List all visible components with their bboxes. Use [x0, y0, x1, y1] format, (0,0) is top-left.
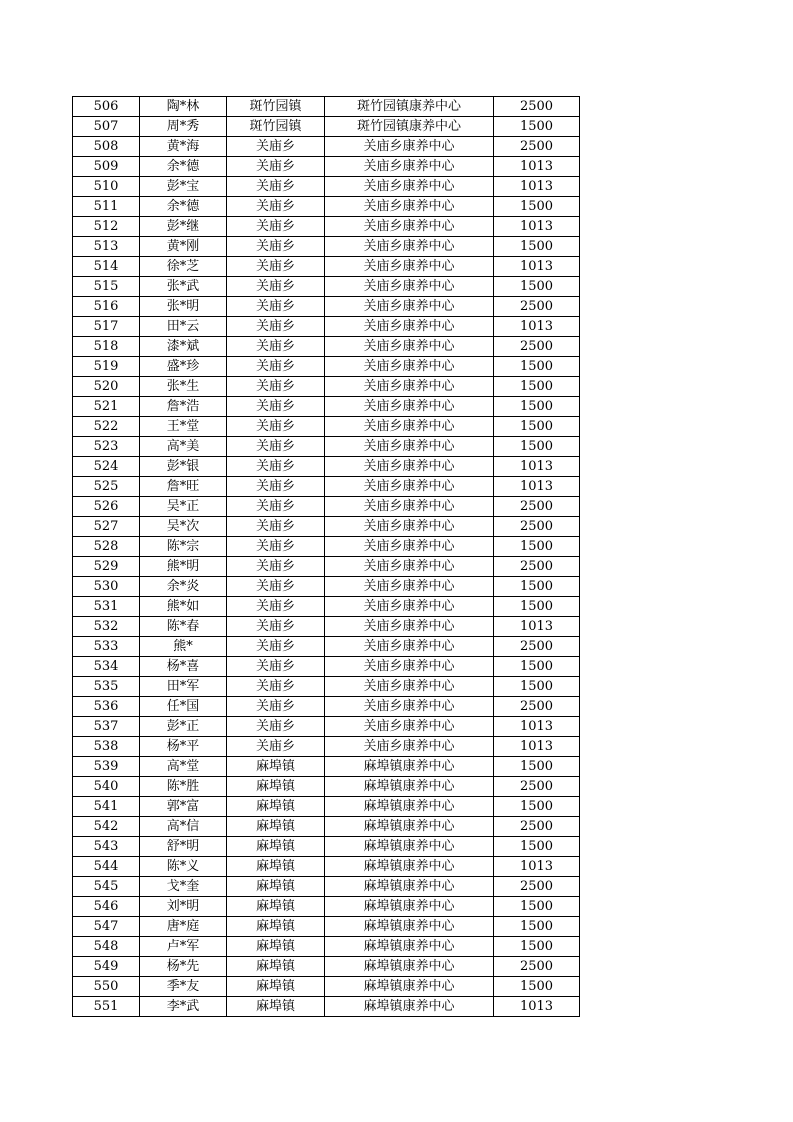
care-center-cell: 关庙乡康养中心: [325, 677, 494, 697]
table-row: [73, 257, 580, 277]
name-cell: 季*友: [140, 977, 227, 997]
amount-cell: 1500: [494, 377, 580, 397]
name-cell: 余*德: [140, 157, 227, 177]
amount-cell: 1500: [494, 937, 580, 957]
care-center-cell: 关庙乡康养中心: [325, 257, 494, 277]
row-number-cell: 537: [73, 717, 140, 737]
township-cell: 斑竹园镇: [227, 97, 325, 117]
township-cell: 关庙乡: [227, 317, 325, 337]
care-center-cell: 关庙乡康养中心: [325, 177, 494, 197]
amount-cell: 1013: [494, 457, 580, 477]
row-number-cell: 514: [73, 257, 140, 277]
care-center-cell: 关庙乡康养中心: [325, 517, 494, 537]
row-number-cell: 518: [73, 337, 140, 357]
township-cell: 关庙乡: [227, 637, 325, 657]
row-number-cell: 525: [73, 477, 140, 497]
name-cell: 杨*先: [140, 957, 227, 977]
table-row: [73, 337, 580, 357]
row-number-cell: 550: [73, 977, 140, 997]
amount-cell: 2500: [494, 297, 580, 317]
township-cell: 麻埠镇: [227, 917, 325, 937]
care-center-cell: 麻埠镇康养中心: [325, 917, 494, 937]
name-cell: 张*明: [140, 297, 227, 317]
name-cell: 熊*: [140, 637, 227, 657]
row-number-cell: 536: [73, 697, 140, 717]
care-center-cell: 关庙乡康养中心: [325, 377, 494, 397]
row-number-cell: 539: [73, 757, 140, 777]
amount-cell: 1500: [494, 417, 580, 437]
township-cell: 关庙乡: [227, 397, 325, 417]
table-row: [73, 697, 580, 717]
care-center-cell: 麻埠镇康养中心: [325, 817, 494, 837]
row-number-cell: 545: [73, 877, 140, 897]
amount-cell: 2500: [494, 957, 580, 977]
table-row: [73, 737, 580, 757]
table-row: [73, 177, 580, 197]
amount-cell: 1500: [494, 117, 580, 137]
amount-cell: 2500: [494, 97, 580, 117]
row-number-cell: 517: [73, 317, 140, 337]
row-number-cell: 529: [73, 557, 140, 577]
table-row: [73, 757, 580, 777]
amount-cell: 1500: [494, 357, 580, 377]
township-cell: 关庙乡: [227, 557, 325, 577]
row-number-cell: 522: [73, 417, 140, 437]
township-cell: 关庙乡: [227, 537, 325, 557]
table-row: [73, 157, 580, 177]
care-center-cell: 关庙乡康养中心: [325, 457, 494, 477]
table-row: [73, 837, 580, 857]
name-cell: 吴*次: [140, 517, 227, 537]
row-number-cell: 516: [73, 297, 140, 317]
table-row: [73, 637, 580, 657]
name-cell: 戈*奎: [140, 877, 227, 897]
table-row: [73, 617, 580, 637]
name-cell: 唐*庭: [140, 917, 227, 937]
amount-cell: 2500: [494, 877, 580, 897]
township-cell: 麻埠镇: [227, 777, 325, 797]
table-row: [73, 377, 580, 397]
care-center-cell: 关庙乡康养中心: [325, 617, 494, 637]
amount-cell: 2500: [494, 637, 580, 657]
care-center-cell: 关庙乡康养中心: [325, 637, 494, 657]
care-center-cell: 麻埠镇康养中心: [325, 977, 494, 997]
amount-cell: 1500: [494, 537, 580, 557]
row-number-cell: 507: [73, 117, 140, 137]
care-center-cell: 关庙乡康养中心: [325, 337, 494, 357]
name-cell: 彭*宝: [140, 177, 227, 197]
table-row: [73, 797, 580, 817]
table-row: [73, 297, 580, 317]
amount-cell: 2500: [494, 817, 580, 837]
township-cell: 麻埠镇: [227, 997, 325, 1017]
name-cell: 王*堂: [140, 417, 227, 437]
row-number-cell: 526: [73, 497, 140, 517]
care-center-cell: 关庙乡康养中心: [325, 437, 494, 457]
row-number-cell: 532: [73, 617, 140, 637]
row-number-cell: 538: [73, 737, 140, 757]
township-cell: 麻埠镇: [227, 817, 325, 837]
table-row: [73, 657, 580, 677]
care-center-cell: 关庙乡康养中心: [325, 697, 494, 717]
township-cell: 关庙乡: [227, 437, 325, 457]
amount-cell: 1013: [494, 857, 580, 877]
township-cell: 关庙乡: [227, 717, 325, 737]
amount-cell: 1500: [494, 677, 580, 697]
row-number-cell: 510: [73, 177, 140, 197]
care-center-cell: 麻埠镇康养中心: [325, 837, 494, 857]
township-cell: 关庙乡: [227, 197, 325, 217]
name-cell: 吴*正: [140, 497, 227, 517]
row-number-cell: 509: [73, 157, 140, 177]
amount-cell: 2500: [494, 517, 580, 537]
row-number-cell: 534: [73, 657, 140, 677]
care-center-cell: 麻埠镇康养中心: [325, 997, 494, 1017]
amount-cell: 2500: [494, 337, 580, 357]
name-cell: 杨*喜: [140, 657, 227, 677]
care-center-cell: 麻埠镇康养中心: [325, 897, 494, 917]
name-cell: 漆*斌: [140, 337, 227, 357]
care-center-cell: 关庙乡康养中心: [325, 577, 494, 597]
township-cell: 关庙乡: [227, 577, 325, 597]
township-cell: 关庙乡: [227, 377, 325, 397]
amount-cell: 1013: [494, 737, 580, 757]
township-cell: 关庙乡: [227, 157, 325, 177]
amount-cell: 1500: [494, 657, 580, 677]
care-center-cell: 麻埠镇康养中心: [325, 877, 494, 897]
amount-cell: 1013: [494, 717, 580, 737]
amount-cell: 2500: [494, 557, 580, 577]
township-cell: 关庙乡: [227, 697, 325, 717]
amount-cell: 1500: [494, 897, 580, 917]
row-number-cell: 543: [73, 837, 140, 857]
township-cell: 关庙乡: [227, 137, 325, 157]
row-number-cell: 521: [73, 397, 140, 417]
name-cell: 陈*义: [140, 857, 227, 877]
amount-cell: 1500: [494, 977, 580, 997]
care-center-cell: 关庙乡康养中心: [325, 657, 494, 677]
township-cell: 关庙乡: [227, 617, 325, 637]
name-cell: 高*美: [140, 437, 227, 457]
care-center-cell: 关庙乡康养中心: [325, 137, 494, 157]
table-row: [73, 597, 580, 617]
row-number-cell: 511: [73, 197, 140, 217]
amount-cell: 1500: [494, 197, 580, 217]
care-center-cell: 麻埠镇康养中心: [325, 777, 494, 797]
row-number-cell: 549: [73, 957, 140, 977]
township-cell: 关庙乡: [227, 657, 325, 677]
care-center-cell: 麻埠镇康养中心: [325, 937, 494, 957]
table-row: [73, 517, 580, 537]
care-center-cell: 关庙乡康养中心: [325, 297, 494, 317]
table-row: [73, 537, 580, 557]
amount-cell: 1500: [494, 577, 580, 597]
township-cell: 关庙乡: [227, 737, 325, 757]
row-number-cell: 546: [73, 897, 140, 917]
care-center-cell: 关庙乡康养中心: [325, 197, 494, 217]
row-number-cell: 519: [73, 357, 140, 377]
table-row: [73, 197, 580, 217]
name-cell: 周*秀: [140, 117, 227, 137]
name-cell: 郭*富: [140, 797, 227, 817]
row-number-cell: 542: [73, 817, 140, 837]
care-center-cell: 关庙乡康养中心: [325, 217, 494, 237]
table-row: [73, 817, 580, 837]
table-row: [73, 137, 580, 157]
care-center-cell: 关庙乡康养中心: [325, 597, 494, 617]
amount-cell: 1500: [494, 237, 580, 257]
care-center-cell: 斑竹园镇康养中心: [325, 97, 494, 117]
row-number-cell: 541: [73, 797, 140, 817]
name-cell: 任*国: [140, 697, 227, 717]
row-number-cell: 515: [73, 277, 140, 297]
amount-cell: 2500: [494, 777, 580, 797]
row-number-cell: 506: [73, 97, 140, 117]
township-cell: 关庙乡: [227, 357, 325, 377]
care-center-cell: 关庙乡康养中心: [325, 537, 494, 557]
row-number-cell: 548: [73, 937, 140, 957]
township-cell: 麻埠镇: [227, 837, 325, 857]
township-cell: 麻埠镇: [227, 977, 325, 997]
table-row: [73, 477, 580, 497]
amount-cell: 1500: [494, 797, 580, 817]
name-cell: 陈*胜: [140, 777, 227, 797]
table-row: [73, 957, 580, 977]
township-cell: 关庙乡: [227, 337, 325, 357]
table-row: [73, 577, 580, 597]
table-row: [73, 417, 580, 437]
table-row: [73, 437, 580, 457]
amount-cell: 1500: [494, 837, 580, 857]
township-cell: 关庙乡: [227, 597, 325, 617]
table-row: [73, 217, 580, 237]
table-row: [73, 777, 580, 797]
amount-cell: 1013: [494, 617, 580, 637]
table-row: [73, 917, 580, 937]
name-cell: 熊*如: [140, 597, 227, 617]
name-cell: 田*军: [140, 677, 227, 697]
row-number-cell: 547: [73, 917, 140, 937]
amount-cell: 1013: [494, 257, 580, 277]
row-number-cell: 531: [73, 597, 140, 617]
care-center-cell: 关庙乡康养中心: [325, 357, 494, 377]
table-row: [73, 857, 580, 877]
row-number-cell: 523: [73, 437, 140, 457]
table-row: [73, 317, 580, 337]
table-row: [73, 977, 580, 997]
row-number-cell: 508: [73, 137, 140, 157]
name-cell: 詹*浩: [140, 397, 227, 417]
name-cell: 彭*银: [140, 457, 227, 477]
name-cell: 熊*明: [140, 557, 227, 577]
name-cell: 彭*正: [140, 717, 227, 737]
name-cell: 高*信: [140, 817, 227, 837]
row-number-cell: 520: [73, 377, 140, 397]
amount-cell: 1013: [494, 317, 580, 337]
amount-cell: 1500: [494, 437, 580, 457]
care-center-cell: 关庙乡康养中心: [325, 497, 494, 517]
table-row: [73, 897, 580, 917]
name-cell: 盛*珍: [140, 357, 227, 377]
township-cell: 关庙乡: [227, 417, 325, 437]
care-center-cell: 麻埠镇康养中心: [325, 797, 494, 817]
name-cell: 卢*军: [140, 937, 227, 957]
care-center-cell: 关庙乡康养中心: [325, 397, 494, 417]
name-cell: 徐*芝: [140, 257, 227, 277]
row-number-cell: 527: [73, 517, 140, 537]
row-number-cell: 535: [73, 677, 140, 697]
township-cell: 关庙乡: [227, 457, 325, 477]
name-cell: 刘*明: [140, 897, 227, 917]
row-number-cell: 551: [73, 997, 140, 1017]
amount-cell: 1500: [494, 917, 580, 937]
table-row: [73, 557, 580, 577]
row-number-cell: 544: [73, 857, 140, 877]
township-cell: 关庙乡: [227, 277, 325, 297]
township-cell: 关庙乡: [227, 237, 325, 257]
name-cell: 张*武: [140, 277, 227, 297]
amount-cell: 1013: [494, 217, 580, 237]
care-center-cell: 麻埠镇康养中心: [325, 957, 494, 977]
amount-cell: 1013: [494, 177, 580, 197]
table-row: [73, 117, 580, 137]
township-cell: 麻埠镇: [227, 797, 325, 817]
care-center-cell: 关庙乡康养中心: [325, 417, 494, 437]
table-row: [73, 277, 580, 297]
township-cell: 关庙乡: [227, 297, 325, 317]
amount-cell: 2500: [494, 497, 580, 517]
care-center-cell: 关庙乡康养中心: [325, 317, 494, 337]
township-cell: 关庙乡: [227, 217, 325, 237]
care-center-cell: 关庙乡康养中心: [325, 557, 494, 577]
name-cell: 詹*旺: [140, 477, 227, 497]
table-row: [73, 717, 580, 737]
amount-cell: 1500: [494, 397, 580, 417]
care-center-cell: 麻埠镇康养中心: [325, 757, 494, 777]
table-row: [73, 677, 580, 697]
name-cell: 余*炎: [140, 577, 227, 597]
name-cell: 田*云: [140, 317, 227, 337]
township-cell: 关庙乡: [227, 497, 325, 517]
name-cell: 张*生: [140, 377, 227, 397]
table-row: [73, 997, 580, 1017]
amount-cell: 1013: [494, 157, 580, 177]
table-row: [73, 497, 580, 517]
care-center-cell: 关庙乡康养中心: [325, 717, 494, 737]
care-center-cell: 关庙乡康养中心: [325, 237, 494, 257]
name-cell: 杨*平: [140, 737, 227, 757]
township-cell: 关庙乡: [227, 177, 325, 197]
township-cell: 关庙乡: [227, 517, 325, 537]
amount-cell: 1500: [494, 597, 580, 617]
roster-table: [72, 96, 580, 1017]
township-cell: 麻埠镇: [227, 857, 325, 877]
row-number-cell: 513: [73, 237, 140, 257]
table-row: [73, 937, 580, 957]
care-center-cell: 关庙乡康养中心: [325, 737, 494, 757]
table-row: [73, 397, 580, 417]
row-number-cell: 528: [73, 537, 140, 557]
name-cell: 陈*春: [140, 617, 227, 637]
row-number-cell: 530: [73, 577, 140, 597]
care-center-cell: 斑竹园镇康养中心: [325, 117, 494, 137]
township-cell: 麻埠镇: [227, 957, 325, 977]
name-cell: 余*德: [140, 197, 227, 217]
row-number-cell: 524: [73, 457, 140, 477]
amount-cell: 1013: [494, 997, 580, 1017]
name-cell: 舒*明: [140, 837, 227, 857]
row-number-cell: 533: [73, 637, 140, 657]
name-cell: 黄*刚: [140, 237, 227, 257]
row-number-cell: 540: [73, 777, 140, 797]
township-cell: 关庙乡: [227, 257, 325, 277]
name-cell: 陶*林: [140, 97, 227, 117]
care-center-cell: 关庙乡康养中心: [325, 277, 494, 297]
amount-cell: 1013: [494, 477, 580, 497]
care-center-cell: 关庙乡康养中心: [325, 157, 494, 177]
name-cell: 高*堂: [140, 757, 227, 777]
amount-cell: 1500: [494, 277, 580, 297]
township-cell: 斑竹园镇: [227, 117, 325, 137]
table-row: [73, 237, 580, 257]
township-cell: 关庙乡: [227, 677, 325, 697]
care-center-cell: 关庙乡康养中心: [325, 477, 494, 497]
care-center-cell: 麻埠镇康养中心: [325, 857, 494, 877]
township-cell: 麻埠镇: [227, 897, 325, 917]
name-cell: 李*武: [140, 997, 227, 1017]
table-row: [73, 97, 580, 117]
township-cell: 麻埠镇: [227, 937, 325, 957]
township-cell: 关庙乡: [227, 477, 325, 497]
township-cell: 麻埠镇: [227, 757, 325, 777]
roster-table-body: [73, 97, 580, 1017]
amount-cell: 2500: [494, 137, 580, 157]
name-cell: 陈*宗: [140, 537, 227, 557]
amount-cell: 2500: [494, 697, 580, 717]
amount-cell: 1500: [494, 757, 580, 777]
township-cell: 麻埠镇: [227, 877, 325, 897]
row-number-cell: 512: [73, 217, 140, 237]
table-row: [73, 357, 580, 377]
table-row: [73, 877, 580, 897]
table-row: [73, 457, 580, 477]
name-cell: 黄*海: [140, 137, 227, 157]
name-cell: 彭*继: [140, 217, 227, 237]
